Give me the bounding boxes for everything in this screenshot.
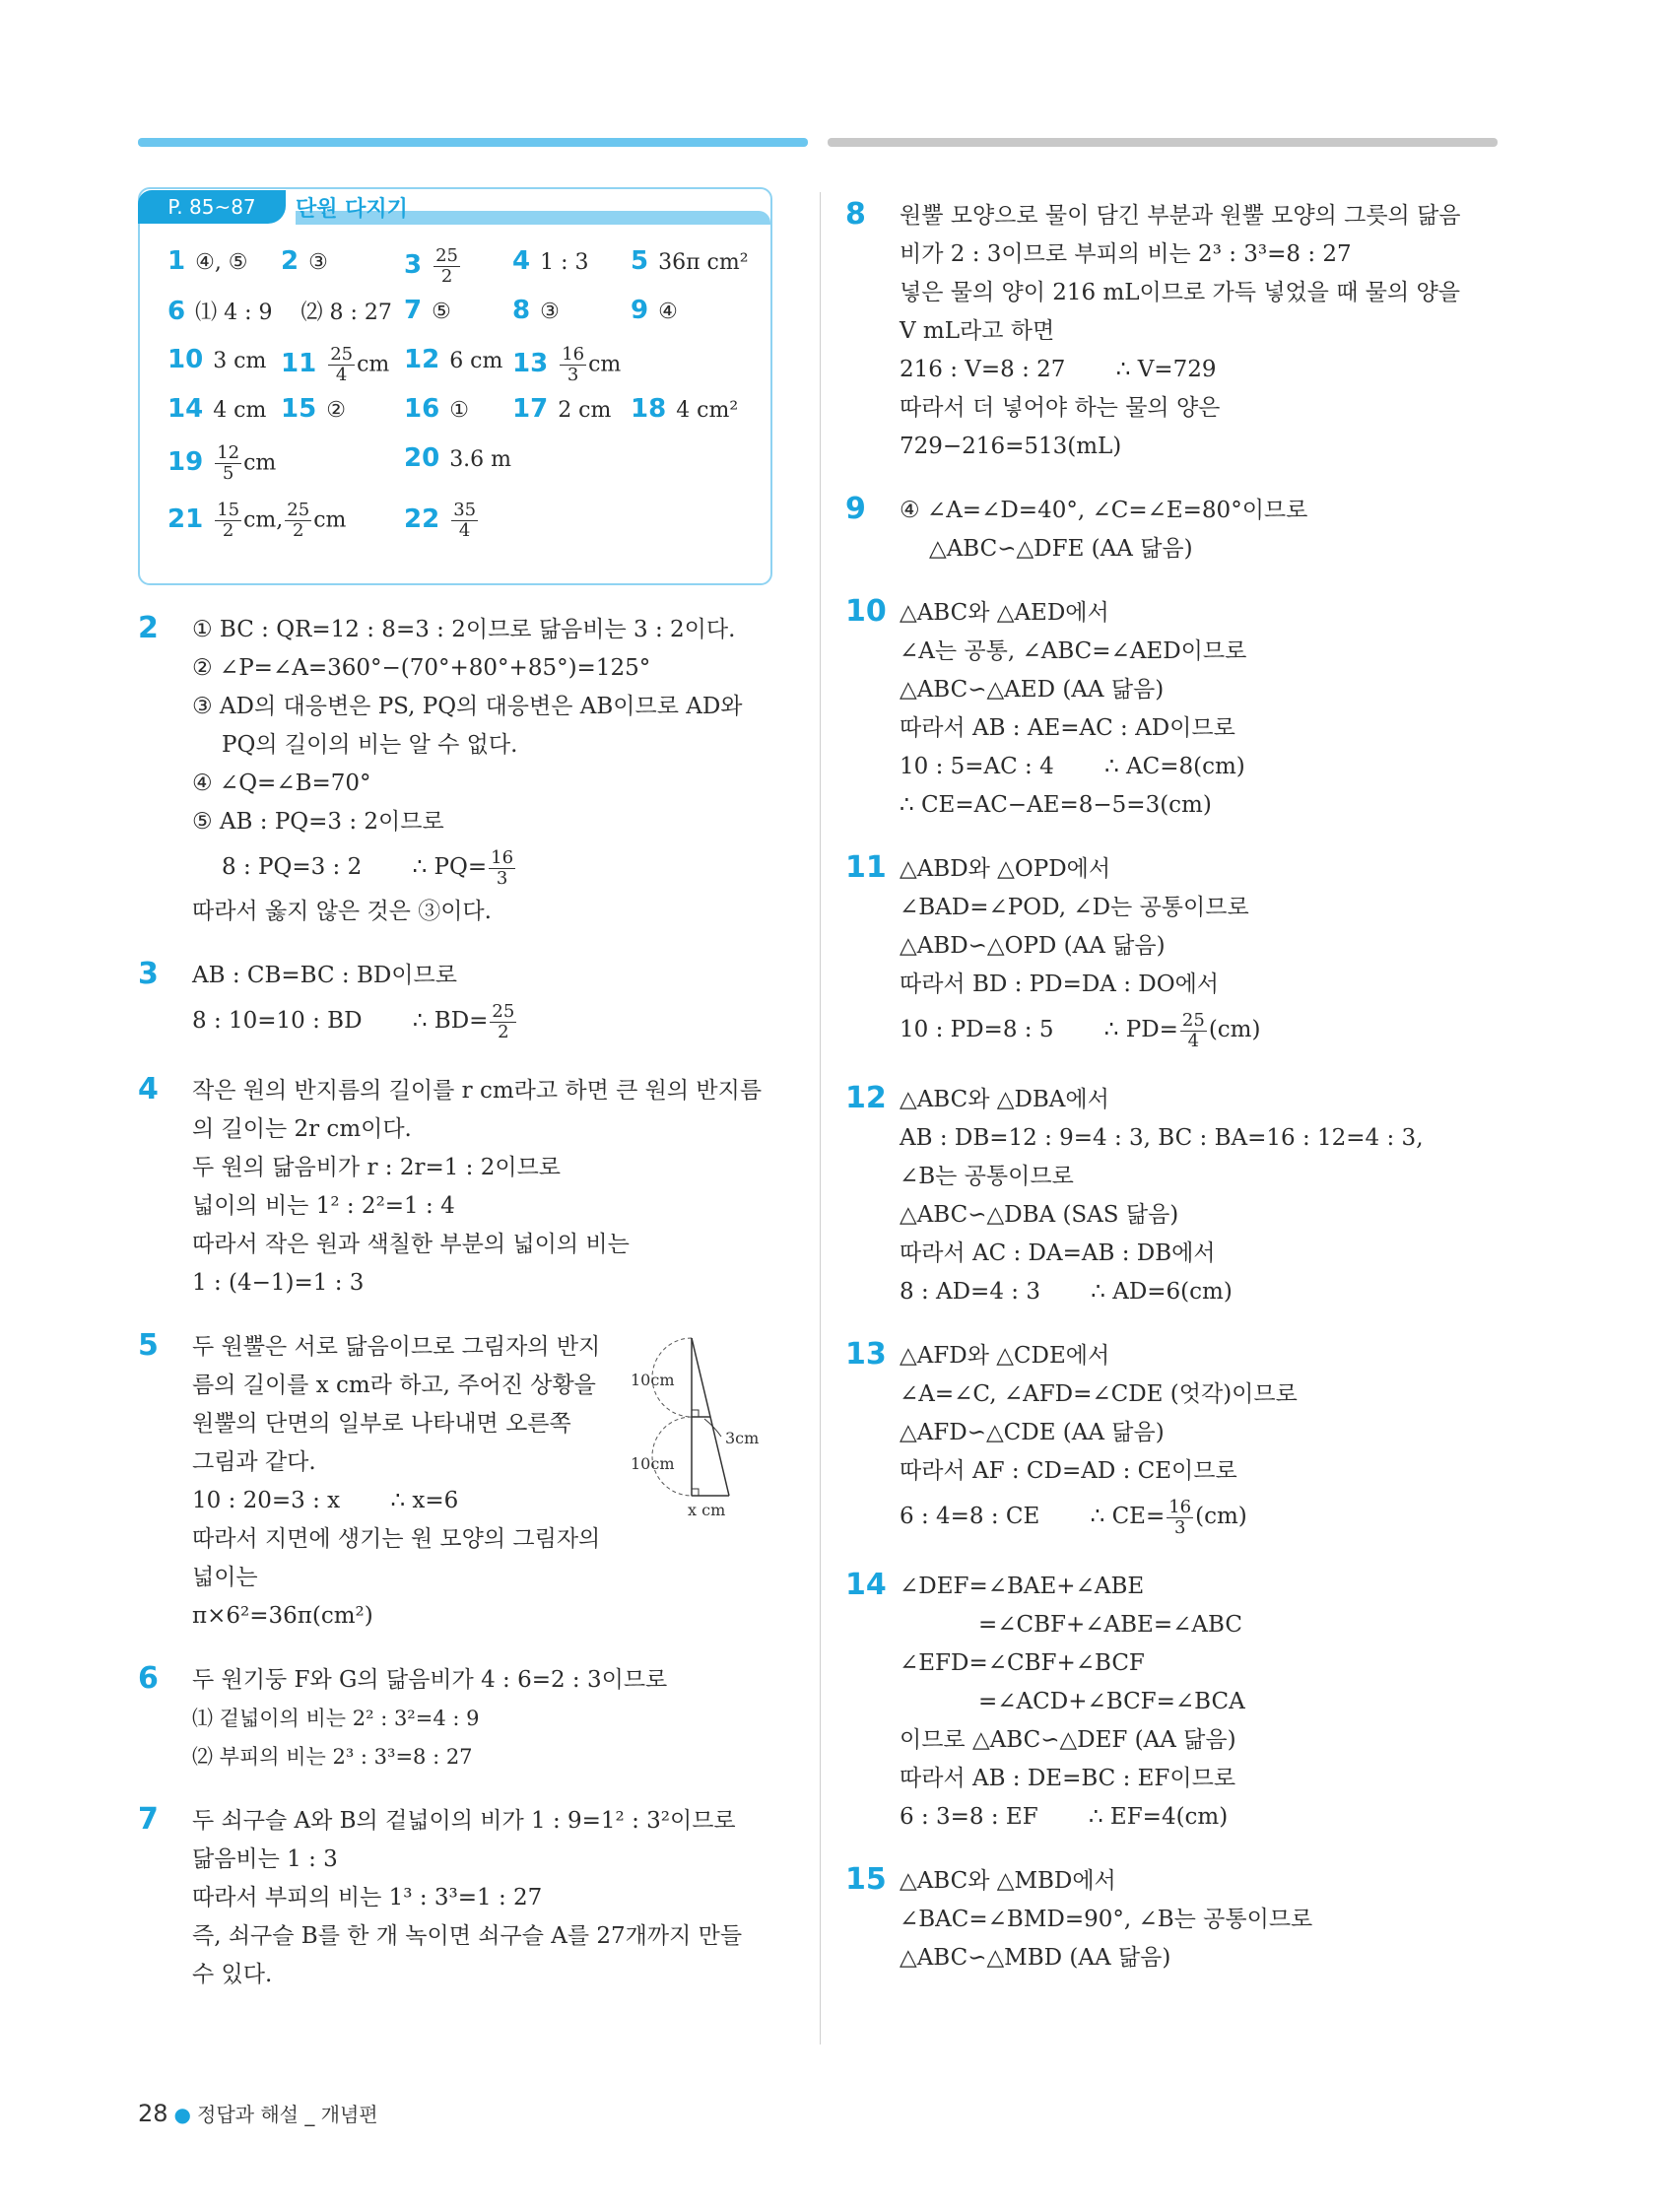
problem-number: 8	[845, 197, 866, 232]
text-line: 1 : (4−1)=1 : 3	[192, 1270, 365, 1296]
text-line: V mL라고 하면	[900, 318, 1055, 344]
equation: ∴ BD=	[412, 1008, 489, 1034]
text-line: △ABD와 △OPD에서	[900, 856, 1111, 882]
text-line: ③ AD의 대응변은 PS, PQ의 대응변은 AB이므로 AD와	[192, 694, 743, 719]
text-line: ② ∠P=∠A=360°−(70°+80°+85°)=125°	[192, 655, 651, 681]
answer-value: 6 cm	[449, 349, 503, 373]
answer-value: ⑤	[432, 300, 451, 324]
problem-number: 9	[845, 492, 866, 526]
text-line: ∠BAD=∠POD, ∠D는 공통이므로	[900, 895, 1249, 920]
fraction: $\frac{25}{2}$	[287, 500, 310, 541]
problem-4	[138, 1072, 778, 1303]
text-line: 따라서 지면에 생기는 원 모양의 그림자의	[192, 1526, 601, 1552]
equation: 6 : 4=8 : CE	[900, 1504, 1040, 1529]
page-footer	[138, 2099, 378, 2127]
text-line	[192, 841, 778, 893]
problem-14	[845, 1568, 1505, 1837]
answer-unit: cm	[588, 352, 622, 377]
text-line: π×6²=36π(cm²)	[192, 1603, 373, 1629]
text-line: 닮음비는 1 : 3	[192, 1846, 338, 1872]
answer-number: 3	[404, 249, 423, 280]
header-band-left	[138, 138, 808, 147]
fraction: $\frac{16}{3}$	[491, 846, 514, 889]
problem-number: 3	[138, 957, 159, 991]
text-line	[900, 351, 1505, 389]
text-line: AB : CB=BC : BD이므로	[192, 963, 457, 988]
problem-11	[845, 850, 1505, 1055]
answer-number: 10	[167, 345, 204, 374]
text-line	[900, 1491, 1505, 1542]
text-line: =∠ACD+∠BCF=∠BCA	[978, 1689, 1245, 1714]
text-line: ④ ∠A=∠D=40°, ∠C=∠E=80°이므로	[900, 498, 1308, 523]
answer-item	[281, 246, 328, 276]
unit: (cm)	[1195, 1504, 1247, 1529]
answer-number: 13	[512, 348, 549, 378]
text-line: 넓이는	[192, 1565, 258, 1590]
equation: 8 : AD=4 : 3	[900, 1279, 1040, 1305]
text-line: △ABC와 △MBD에서	[900, 1868, 1116, 1894]
answer-unit: cm,	[243, 507, 284, 533]
text-line: △ABC∽△DFE (AA 닮음)	[929, 536, 1193, 562]
equation: ∴ EF=4(cm)	[1088, 1804, 1229, 1830]
problem-12	[845, 1081, 1505, 1311]
text-line: 원뿔 모양으로 물이 담긴 부분과 원뿔 모양의 그릇의 닮음	[900, 203, 1461, 229]
answer-number: 2	[281, 246, 300, 276]
answer-item	[167, 246, 248, 276]
answer-number: 6	[167, 297, 186, 326]
text-line: PQ의 길이의 비는 알 수 없다.	[222, 732, 518, 758]
left-column	[138, 611, 778, 1994]
text-line: △ABC와 △DBA에서	[900, 1087, 1109, 1112]
answer-number: 16	[404, 394, 440, 424]
right-column	[845, 197, 1505, 1977]
column-divider	[820, 192, 821, 2044]
answer-unit: cm	[357, 352, 390, 377]
answer-item	[404, 394, 469, 424]
text-line: ① BC : QR=12 : 8=3 : 2이므로 닮음비는 3 : 2이다.	[192, 617, 736, 642]
equation: ∴ AD=6(cm)	[1091, 1279, 1233, 1305]
problem-3	[138, 957, 778, 1046]
text-line: 따라서 AC : DA=AB : DB에서	[900, 1240, 1216, 1266]
text-line: 수 있다.	[192, 1962, 273, 1987]
answer-item	[167, 443, 276, 484]
answer-value: ②	[326, 398, 346, 423]
answer-number: 5	[631, 246, 649, 276]
text-line: 그림과 같다.	[192, 1449, 316, 1475]
answer-value: ①	[449, 398, 469, 423]
answer-number: 17	[512, 394, 549, 424]
fraction: $\frac{25}{4}$	[1181, 1009, 1205, 1051]
answer-number: 18	[631, 394, 667, 424]
text-line: 따라서 AF : CD=AD : CE이므로	[900, 1458, 1237, 1484]
problem-6	[138, 1661, 778, 1776]
answer-number: 7	[404, 296, 423, 325]
text-line: 의 길이는 2r cm이다.	[192, 1116, 412, 1142]
answer-item	[631, 394, 738, 424]
text-line: 넣은 물의 양이 216 mL이므로 가득 넣었을 때 물의 양을	[900, 280, 1460, 305]
fraction: $\frac{12}{5}$	[217, 442, 240, 484]
answer-item	[404, 246, 462, 287]
text-line	[192, 995, 778, 1046]
text-line: △ABC∽△MBD (AA 닮음)	[900, 1945, 1171, 1971]
text-line: ∠A는 공통, ∠ABC=∠AED이므로	[900, 638, 1247, 664]
text-line: 따라서 AB : AE=AC : AD이므로	[900, 715, 1235, 741]
answer-number: 9	[631, 296, 649, 325]
answer-value: 3 cm	[213, 349, 267, 373]
answer-box-page-tag: P. 85~87	[138, 190, 286, 224]
problem-number: 12	[845, 1081, 887, 1115]
text-line: △ABC∽△AED (AA 닮음)	[900, 677, 1165, 703]
answer-item	[167, 394, 266, 424]
text-line: ∠EFD=∠CBF+∠BCF	[900, 1650, 1145, 1676]
problem-number: 7	[138, 1802, 159, 1837]
answer-value: 1 : 3	[540, 250, 589, 275]
fraction: $\frac{16}{3}$	[1168, 1496, 1192, 1538]
text-line: 비가 2 : 3이므로 부피의 비는 2³ : 3³=8 : 27	[900, 241, 1352, 267]
text-line: ⑵ 부피의 비는 2³ : 3³=8 : 27	[192, 1745, 473, 1769]
fraction: $\frac{25}{2}$	[435, 245, 458, 287]
equation: 10 : PD=8 : 5	[900, 1017, 1054, 1042]
text-line	[900, 748, 1505, 786]
problem-9	[845, 492, 1505, 569]
answer-number: 21	[167, 503, 204, 534]
text-line: 작은 원의 반지름의 길이를 r cm라고 하면 큰 원의 반지름	[192, 1078, 763, 1104]
problem-5	[138, 1328, 778, 1636]
answer-item	[512, 345, 621, 385]
label-10cm-bottom: 10cm	[631, 1454, 675, 1473]
answer-number: 19	[167, 446, 204, 477]
text-line: △AFD∽△CDE (AA 닮음)	[900, 1420, 1165, 1445]
text-line: =∠CBF+∠ABE=∠ABC	[978, 1612, 1242, 1638]
fraction: $\frac{25}{2}$	[492, 1000, 515, 1042]
label-3cm: 3cm	[725, 1429, 760, 1447]
answer-item	[631, 296, 678, 325]
problem-number: 13	[845, 1337, 887, 1372]
problem-number: 6	[138, 1661, 159, 1696]
equation: ∴ PQ=	[412, 854, 488, 880]
equation: ∴ AC=8(cm)	[1104, 754, 1245, 779]
text-line: 름의 길이를 x cm라 하고, 주어진 상황을	[192, 1373, 596, 1398]
text-line: △ABC∽△DBA (SAS 닮음)	[900, 1202, 1179, 1228]
problem-15	[845, 1862, 1505, 1977]
problem-10	[845, 594, 1505, 825]
text-line: 이므로 △ABC∽△DEF (AA 닮음)	[900, 1727, 1236, 1753]
answer-item	[404, 501, 480, 541]
problem-7	[138, 1802, 778, 1994]
answer-item	[512, 246, 589, 276]
text-line: ⑤ AB : PQ=3 : 2이므로	[192, 809, 444, 835]
text-line: ∴ CE=AC−AE=8−5=3(cm)	[900, 792, 1212, 818]
unit: (cm)	[1208, 1017, 1261, 1042]
problem-number: 5	[138, 1328, 159, 1363]
fraction: $\frac{35}{4}$	[453, 500, 477, 541]
text-line: ∠DEF=∠BAE+∠ABE	[900, 1574, 1145, 1599]
problem-number: 11	[845, 850, 887, 885]
fraction: $\frac{25}{4}$	[330, 344, 354, 385]
text-line: 넓이의 비는 1² : 2²=1 : 4	[192, 1193, 455, 1219]
equation: ∴ x=6	[390, 1488, 459, 1513]
answer-item	[167, 345, 266, 374]
text-line: ∠A=∠C, ∠AFD=∠CDE (엇각)이므로	[900, 1381, 1298, 1407]
answer-number: 14	[167, 394, 204, 424]
equation: 10 : 20=3 : x	[192, 1488, 341, 1513]
text-line: ∠B는 공통이므로	[900, 1164, 1074, 1189]
answer-value: 4 cm	[213, 398, 267, 423]
answer-item	[167, 501, 346, 541]
text-line: 두 원의 닮음비가 r : 2r=1 : 2이므로	[192, 1155, 562, 1180]
answer-number: 12	[404, 345, 440, 374]
answer-value: ④, ⑤	[195, 250, 248, 275]
answer-value: ③	[540, 300, 560, 324]
equation: ∴ V=729	[1115, 357, 1217, 382]
text-line: 두 쇠구슬 A와 B의 겉넓이의 비가 1 : 9=1² : 3²이므로	[192, 1808, 736, 1834]
equation: 6 : 3=8 : EF	[900, 1804, 1038, 1830]
answer-number: 8	[512, 296, 531, 325]
text-line	[900, 1798, 1505, 1837]
answer-box-title: 단원 다지기	[296, 197, 408, 222]
cone-cross-section-diagram	[631, 1328, 798, 1555]
answer-item	[631, 246, 749, 276]
text-line: △AFD와 △CDE에서	[900, 1343, 1110, 1369]
bullet-icon: ●	[173, 2103, 191, 2126]
text-line: 원뿔의 단면의 일부로 나타내면 오른쪽	[192, 1411, 571, 1437]
label-xcm: x cm	[688, 1501, 726, 1519]
answer-number: 1	[167, 246, 186, 276]
text-line: 따라서 AB : DE=BC : EF이므로	[900, 1766, 1236, 1791]
text-line: 따라서 더 넣어야 하는 물의 양은	[900, 395, 1221, 421]
text-line: 따라서 BD : PD=DA : DO에서	[900, 972, 1220, 997]
answer-number: 15	[281, 394, 317, 424]
answer-unit: cm	[243, 450, 277, 476]
text-line: △ABC와 △AED에서	[900, 600, 1109, 626]
equation: 216 : V=8 : 27	[900, 357, 1066, 382]
answer-item	[404, 296, 451, 325]
equation: ∴ PD=	[1103, 1017, 1178, 1042]
text-line: 두 원기둥 F와 G의 닮음비가 4 : 6=2 : 3이므로	[192, 1667, 668, 1693]
answer-value: ④	[658, 300, 678, 324]
answer-number: 11	[281, 348, 317, 378]
answer-number: 4	[512, 246, 531, 276]
problem-number: 14	[845, 1568, 887, 1602]
text-line	[900, 1004, 1505, 1055]
text-line: AB : DB=12 : 9=4 : 3, BC : BA=16 : 12=4 : 3,	[900, 1125, 1424, 1151]
text-line: 두 원뿔은 서로 닮음이므로 그림자의 반지	[192, 1334, 601, 1360]
answer-item	[281, 394, 346, 424]
answer-value: 2 cm	[558, 398, 612, 423]
text-line: ④ ∠Q=∠B=70°	[192, 771, 371, 796]
label-10cm-top: 10cm	[631, 1371, 675, 1389]
equation: ∴ CE=	[1090, 1504, 1166, 1529]
text-line: 따라서 옳지 않은 것은 ③이다.	[192, 899, 492, 924]
header-band-right	[828, 138, 1498, 147]
problem-13	[845, 1337, 1505, 1542]
text-line: △ABD∽△OPD (AA 닮음)	[900, 933, 1166, 959]
answer-number: 22	[404, 503, 440, 534]
answer-item	[512, 296, 560, 325]
page-number: 28	[138, 2100, 168, 2127]
answer-item	[281, 345, 389, 385]
equation: 8 : PQ=3 : 2	[222, 854, 363, 880]
answer-unit: cm	[313, 507, 347, 533]
fraction: $\frac{16}{3}$	[562, 344, 585, 385]
answer-number: 20	[404, 443, 440, 473]
answer-value: 36π cm²	[658, 250, 749, 275]
fraction: $\frac{15}{2}$	[217, 500, 240, 541]
text-line: 따라서 작은 원과 색칠한 부분의 넓이의 비는	[192, 1232, 630, 1257]
answer-item	[404, 443, 511, 473]
text-line: ∠BAC=∠BMD=90°, ∠B는 공통이므로	[900, 1907, 1313, 1932]
problem-number: 4	[138, 1072, 159, 1106]
text-line: 따라서 부피의 비는 1³ : 3³=1 : 27	[192, 1885, 543, 1910]
problem-2	[138, 611, 778, 931]
answer-value: 3.6 m	[449, 447, 512, 472]
answer-item	[167, 296, 392, 326]
equation: 10 : 5=AC : 4	[900, 754, 1054, 779]
answer-value: ③	[308, 250, 328, 275]
answer-value: ⑴ 4 : 9 ⑵ 8 : 27	[195, 301, 392, 325]
problem-number: 10	[845, 594, 887, 629]
answer-item	[404, 345, 502, 374]
problem-number: 15	[845, 1862, 887, 1897]
problem-number: 2	[138, 611, 159, 645]
answer-value: 4 cm²	[676, 398, 739, 423]
text-line: ⑴ 겉넓이의 비는 2² : 3²=4 : 9	[192, 1707, 480, 1730]
answer-item	[512, 394, 611, 424]
footer-text: 정답과 해설 _ 개념편	[197, 2103, 378, 2126]
text-line: 즉, 쇠구슬 B를 한 개 녹이면 쇠구슬 A를 27개까지 만들	[192, 1923, 743, 1949]
text-line: 729−216=513(mL)	[900, 434, 1122, 459]
text-line	[900, 1273, 1505, 1311]
equation: 8 : 10=10 : BD	[192, 1008, 363, 1034]
problem-8	[845, 197, 1505, 466]
